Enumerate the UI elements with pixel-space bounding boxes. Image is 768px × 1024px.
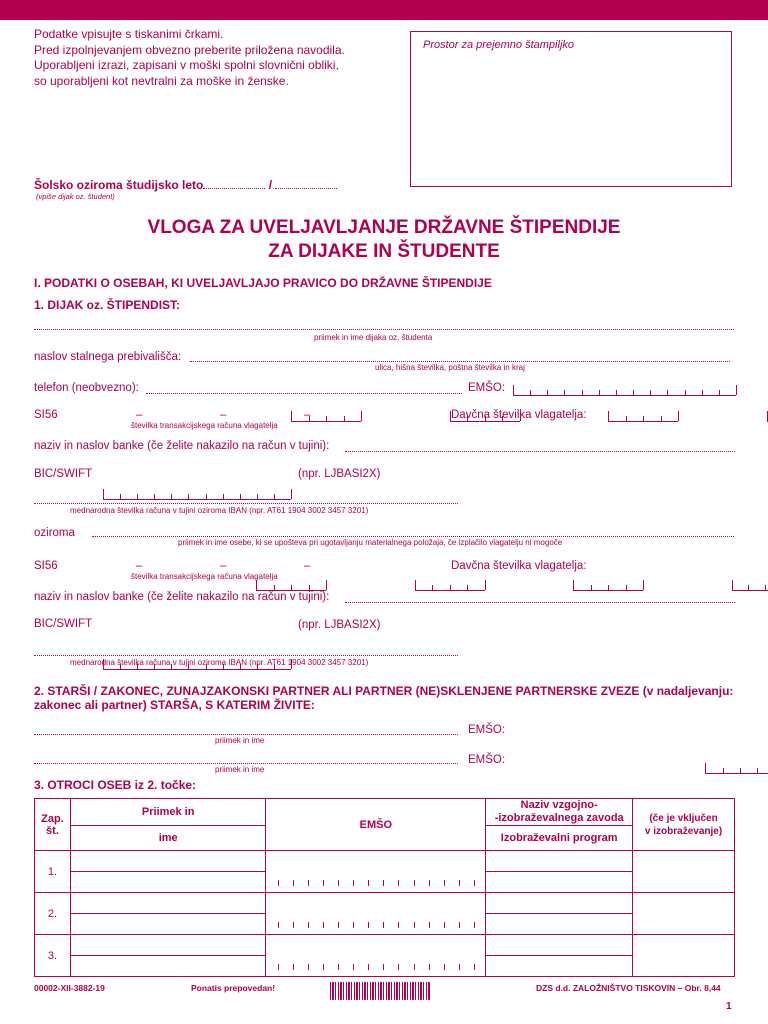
emso-comb-field[interactable] <box>513 385 736 396</box>
section-2-heading <box>34 684 736 712</box>
dash: – <box>220 560 227 572</box>
comb-tick <box>765 585 766 590</box>
note-cell[interactable] <box>633 851 735 893</box>
comb-tick <box>740 768 741 773</box>
emso-ticks <box>278 918 474 928</box>
table-row <box>35 935 735 956</box>
iban-field[interactable] <box>34 503 458 504</box>
address-label: naslov stalnega prebivališča: <box>34 351 182 363</box>
school-year-hint: (vpiše dijak oz. študent) <box>36 192 115 201</box>
row-number: 2. <box>35 893 71 935</box>
comb-tick <box>608 411 609 421</box>
col-header-note-line: (če je vključen <box>649 812 718 824</box>
comb-tick <box>678 411 679 421</box>
parent1-name-caption: priimek in ime <box>215 736 265 745</box>
student-name-caption: priimek in ime dijaka oz. študenta <box>314 333 433 342</box>
emso-cell[interactable] <box>266 893 486 935</box>
account-part-3[interactable] <box>608 411 678 422</box>
comb-tick <box>240 494 241 499</box>
dash: – <box>304 409 311 421</box>
section-1-heading: I. PODATKI O OSEBAH, KI UVELJAVLJAJO PRAVICO DO DRŽAVNE ŠTIPENDIJE <box>34 276 492 290</box>
account2-caption: številka transakcijskega računa vlagatelja <box>131 572 278 581</box>
si56-prefix: SI56 <box>34 560 58 572</box>
children-table <box>34 798 735 977</box>
emso-cell[interactable] <box>266 851 486 893</box>
comb-tick <box>338 922 339 928</box>
comb-tick <box>323 922 324 928</box>
comb-tick <box>459 880 460 886</box>
emso-label: EMŠO: <box>468 382 506 394</box>
note-cell[interactable] <box>633 893 735 935</box>
comb-tick <box>429 922 430 928</box>
program-cell[interactable] <box>486 914 633 935</box>
comb-tick <box>530 390 531 395</box>
form-code: 00002-XII-3882-19 <box>34 983 105 993</box>
surname-cell[interactable] <box>70 893 265 914</box>
table-row <box>35 893 735 914</box>
comb-tick <box>293 922 294 928</box>
comb-tick <box>626 585 627 590</box>
comb-tick <box>633 390 634 395</box>
school-year-from-field[interactable] <box>203 179 265 189</box>
iban2-caption: mednarodna številka računa v tujini oziroma IBAN (npr. AT61 1904 3002 3457 3201) <box>70 658 369 667</box>
form-title <box>0 216 768 264</box>
comb-tick <box>353 964 354 970</box>
comb-tick <box>643 416 644 421</box>
comb-tick <box>291 489 292 499</box>
barcode-icon <box>330 982 430 1000</box>
account2-part-1[interactable] <box>256 580 326 591</box>
section-3-heading: 3. OTROCI OSEB iz 2. točke: <box>34 778 197 792</box>
top-color-bar <box>0 0 768 20</box>
col-header-no <box>35 799 71 851</box>
comb-tick <box>415 580 416 590</box>
other-person-field[interactable] <box>92 536 734 537</box>
comb-tick <box>308 880 309 886</box>
comb-tick <box>368 922 369 928</box>
comb-tick <box>429 880 430 886</box>
note-cell[interactable] <box>633 935 735 977</box>
comb-tick <box>368 880 369 886</box>
phone-field[interactable] <box>146 393 462 394</box>
comb-tick <box>223 494 224 499</box>
comb-tick <box>326 416 327 421</box>
emso-ticks <box>278 960 474 970</box>
comb-tick <box>120 494 121 499</box>
comb-tick <box>414 964 415 970</box>
col-header-emso: EMŠO <box>266 799 486 851</box>
school-cell[interactable] <box>486 935 633 956</box>
student-subheading: 1. DIJAK oz. ŠTIPENDIST: <box>34 298 181 312</box>
comb-tick <box>323 964 324 970</box>
comb-tick <box>274 494 275 499</box>
comb-tick <box>103 489 104 499</box>
col-header-program: Izobraževalni program <box>486 826 633 851</box>
school-year-to-field[interactable] <box>275 179 337 189</box>
comb-tick <box>564 390 565 395</box>
comb-tick <box>278 880 279 886</box>
comb-tick <box>444 880 445 886</box>
section-2-heading-line: zakonec ali partner) STARŠA, S KATERIM ŽIVITE: <box>34 698 315 712</box>
table-row <box>35 851 735 872</box>
si56-prefix: SI56 <box>34 409 58 421</box>
school-cell[interactable] <box>486 893 633 914</box>
comb-tick <box>626 416 627 421</box>
bic2-example: (npr. LJBASI2X) <box>298 619 381 631</box>
reprint-notice: Ponatis prepovedan! <box>191 983 276 993</box>
comb-tick <box>154 494 155 499</box>
comb-tick <box>278 922 279 928</box>
comb-tick <box>383 964 384 970</box>
comb-tick <box>719 390 720 395</box>
comb-tick <box>323 880 324 886</box>
comb-tick <box>444 922 445 928</box>
school-year-row: Šolsko oziroma študijsko leto / <box>34 178 337 192</box>
col-header-no-line: Zap. <box>41 812 64 825</box>
bank-field[interactable] <box>345 451 735 452</box>
account2-part-4[interactable] <box>732 580 768 591</box>
bic-label: BIC/SWIFT <box>34 468 93 480</box>
comb-tick <box>450 585 451 590</box>
tax-number-label: Davčna številka vlagatelja: <box>451 409 587 421</box>
dash: – <box>304 560 311 572</box>
comb-tick <box>308 922 309 928</box>
address-field[interactable] <box>190 361 730 362</box>
name-cell[interactable] <box>70 956 265 977</box>
bic-field[interactable] <box>103 489 291 500</box>
intro-line: so uporabljeni kot nevtralni za moške in ženske. <box>34 73 289 88</box>
student-name-field[interactable] <box>34 329 734 330</box>
comb-tick <box>705 763 706 773</box>
stamp-box <box>410 31 732 187</box>
emso-ticks <box>278 876 474 886</box>
or-label: oziroma <box>34 527 75 539</box>
comb-tick <box>485 580 486 590</box>
comb-tick <box>582 390 583 395</box>
school-year-label: Šolsko oziroma študijsko leto <box>34 178 204 192</box>
comb-tick <box>293 964 294 970</box>
bic-example: (npr. LJBASI2X) <box>298 468 381 480</box>
comb-tick <box>257 494 258 499</box>
comb-tick <box>685 390 686 395</box>
account-caption: številka transakcijskega računa vlagatelja <box>131 421 278 430</box>
comb-tick <box>444 964 445 970</box>
comb-tick <box>383 922 384 928</box>
comb-tick <box>661 416 662 421</box>
col-header-surname: Priimek in <box>70 799 265 826</box>
comb-tick <box>338 964 339 970</box>
comb-tick <box>291 585 292 590</box>
emso-cell[interactable] <box>266 935 486 977</box>
comb-tick <box>599 390 600 395</box>
name-cell[interactable] <box>70 872 265 893</box>
comb-tick <box>474 880 475 886</box>
comb-tick <box>188 494 189 499</box>
parent2-name-field[interactable] <box>34 763 458 764</box>
bic2-label: BIC/SWIFT <box>34 618 93 630</box>
publisher: DZS d.d. ZALOŽNIŠTVO TISKOVIN – Obr. 8,44 <box>536 983 721 993</box>
parent1-name-field[interactable] <box>34 734 458 735</box>
phone-label: telefon (neobvezno): <box>34 382 139 394</box>
program-cell[interactable] <box>486 956 633 977</box>
comb-tick <box>274 585 275 590</box>
comb-tick <box>474 964 475 970</box>
comb-tick <box>667 390 668 395</box>
comb-tick <box>547 390 548 395</box>
intro-text <box>34 27 345 89</box>
comb-tick <box>398 964 399 970</box>
comb-tick <box>513 385 514 395</box>
comb-tick <box>616 390 617 395</box>
comb-tick <box>293 880 294 886</box>
comb-tick <box>309 585 310 590</box>
col-header-note <box>633 799 735 851</box>
name-cell[interactable] <box>70 914 265 935</box>
comb-tick <box>206 494 207 499</box>
parent2-emso-label: EMŠO: <box>468 754 506 766</box>
comb-tick <box>643 580 644 590</box>
stamp-label: Prostor za prejemno štampiljko <box>423 39 575 51</box>
account2-part-2[interactable] <box>415 580 485 591</box>
comb-tick <box>353 922 354 928</box>
comb-tick <box>723 768 724 773</box>
page-number: 1 <box>726 1001 732 1012</box>
comb-tick <box>137 494 138 499</box>
comb-tick <box>702 390 703 395</box>
bank2-field[interactable] <box>345 602 735 603</box>
tax-number2-label: Davčna številka vlagatelja: <box>451 560 587 572</box>
comb-tick <box>573 580 574 590</box>
parent2-name-caption: priimek in ime <box>215 765 265 774</box>
col-header-school <box>486 799 633 826</box>
section-2-heading-line: 2. STARŠI / ZAKONEC, ZUNAJZAKONSKI PARTNER ALI PARTNER (NE)SKLENJENE PARTNERSKE ZVEZE (v nadaljevanju: <box>34 684 734 698</box>
parent1-emso-label: EMŠO: <box>468 724 506 736</box>
program-cell[interactable] <box>486 872 633 893</box>
comb-tick <box>732 580 733 590</box>
comb-tick <box>591 585 592 590</box>
row-number: 3. <box>35 935 71 977</box>
row-number: 1. <box>35 851 71 893</box>
iban2-field[interactable] <box>34 655 458 656</box>
title-line-1: VLOGA ZA UVELJAVLJANJE DRŽAVNE ŠTIPENDIJE <box>147 217 621 238</box>
col-header-note-line: v izobraževanje) <box>644 825 723 837</box>
comb-tick <box>432 585 433 590</box>
account2-part-3[interactable] <box>573 580 643 591</box>
address-caption: ulica, hišna številka, poštna številka in kraj <box>375 363 525 372</box>
comb-tick <box>368 964 369 970</box>
comb-tick <box>459 922 460 928</box>
comb-tick <box>467 585 468 590</box>
comb-tick <box>278 964 279 970</box>
account-part-1[interactable] <box>291 411 361 422</box>
surname-cell[interactable] <box>70 851 265 872</box>
dash: – <box>220 409 227 421</box>
comb-tick <box>338 880 339 886</box>
comb-tick <box>459 964 460 970</box>
comb-tick <box>398 880 399 886</box>
parent1-emso-field[interactable] <box>705 763 768 774</box>
comb-tick <box>383 880 384 886</box>
title-line-2: ZA DIJAKE IN ŠTUDENTE <box>268 241 500 262</box>
comb-tick <box>256 580 257 590</box>
other-person-caption: priimek in ime osebe, ki se upošteva pri ugotavljanju materialnega položaja, če izplačilo vlagatelju ni mogoče <box>178 538 563 547</box>
intro-line: Podatke vpisujte s tiskanimi črkami. <box>34 27 224 41</box>
comb-tick <box>308 964 309 970</box>
intro-line: Pred izpolnjevanjem obvezno preberite priložena navodila. <box>34 42 345 57</box>
comb-tick <box>353 880 354 886</box>
comb-tick <box>414 922 415 928</box>
bank2-label: naziv in naslov banke (če želite nakazilo na račun v tujini): <box>34 591 330 603</box>
iban-caption: mednarodna številka računa v tujini oziroma IBAN (npr. AT61 1904 3002 3457 3201) <box>70 506 369 515</box>
comb-tick <box>414 880 415 886</box>
comb-tick <box>291 411 292 421</box>
comb-tick <box>736 385 737 395</box>
col-header-no-line: št. <box>46 824 59 837</box>
intro-line: Uporabljeni izrazi, zapisani v moški spolni slovnični obliki, <box>34 58 339 72</box>
surname-cell[interactable] <box>70 935 265 956</box>
comb-tick <box>608 585 609 590</box>
col-header-name: ime <box>70 826 265 851</box>
comb-tick <box>650 390 651 395</box>
comb-tick <box>171 494 172 499</box>
dash: – <box>136 409 143 421</box>
comb-tick <box>326 580 327 590</box>
col-header-school-line: Naziv vzgojno- <box>520 799 598 811</box>
comb-tick <box>748 585 749 590</box>
comb-tick <box>361 411 362 421</box>
comb-tick <box>344 416 345 421</box>
comb-tick <box>474 922 475 928</box>
col-header-school-line: -izobraževalnega zavoda <box>494 812 624 824</box>
school-cell[interactable] <box>486 851 633 872</box>
comb-tick <box>398 922 399 928</box>
comb-tick <box>429 964 430 970</box>
bank-label: naziv in naslov banke (če želite nakazilo na račun v tujini): <box>34 440 330 452</box>
dash: – <box>136 560 143 572</box>
comb-tick <box>757 768 758 773</box>
